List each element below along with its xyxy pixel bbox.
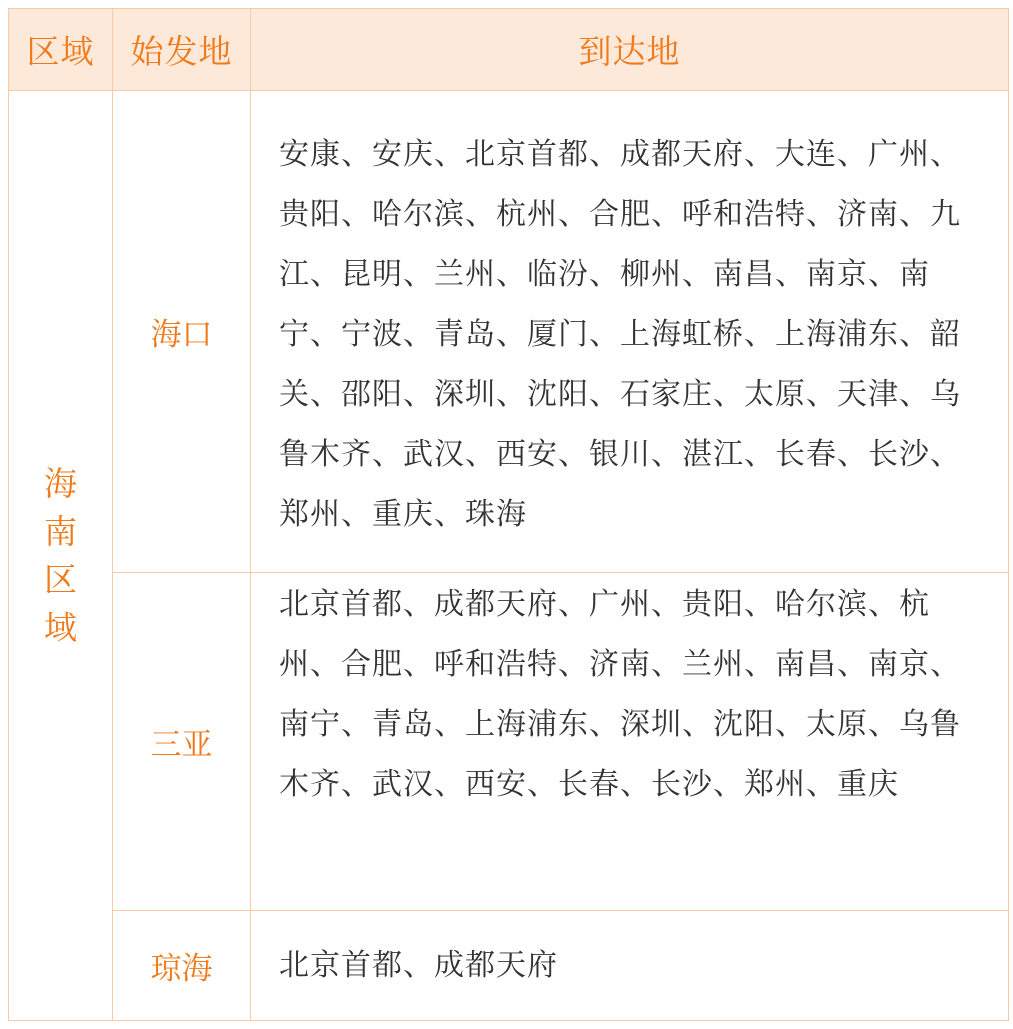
origin-cell: 三亚: [113, 573, 251, 911]
destination-list: 北京首都、成都天府: [251, 911, 1009, 1021]
route-table: [8, 8, 1009, 1021]
table-row: [9, 91, 1009, 573]
destination-list: 安康、安庆、北京首都、成都天府、大连、广州、贵阳、哈尔滨、杭州、合肥、呼和浩特、济南、九江、昆明、兰州、临汾、柳州、南昌、南京、南宁、宁波、青岛、厦门、上海虹桥、上海浦东、韶关、邵阳、深圳、沈阳、石家庄、太原、天津、乌鲁木齐、武汉、西安、银川、湛江、长春、长沙、郑州、重庆、珠海: [251, 91, 1009, 573]
table-body: [9, 91, 1009, 1021]
region-cell: [9, 91, 113, 1021]
header-origin: 始发地: [113, 9, 251, 91]
header-row: [9, 9, 1009, 91]
header-region: 区域: [9, 9, 113, 91]
table-row: [9, 911, 1009, 1021]
table-header: [9, 9, 1009, 91]
table-row: [9, 573, 1009, 911]
region-label: 海南区域: [44, 463, 77, 647]
origin-cell: 琼海: [113, 911, 251, 1021]
destination-list: 北京首都、成都天府、广州、贵阳、哈尔滨、杭州、合肥、呼和浩特、济南、兰州、南昌、南京、南宁、青岛、上海浦东、深圳、沈阳、太原、乌鲁木齐、武汉、西安、长春、长沙、郑州、重庆: [251, 573, 1009, 911]
header-destination: 到达地: [251, 9, 1009, 91]
origin-cell: 海口: [113, 91, 251, 573]
